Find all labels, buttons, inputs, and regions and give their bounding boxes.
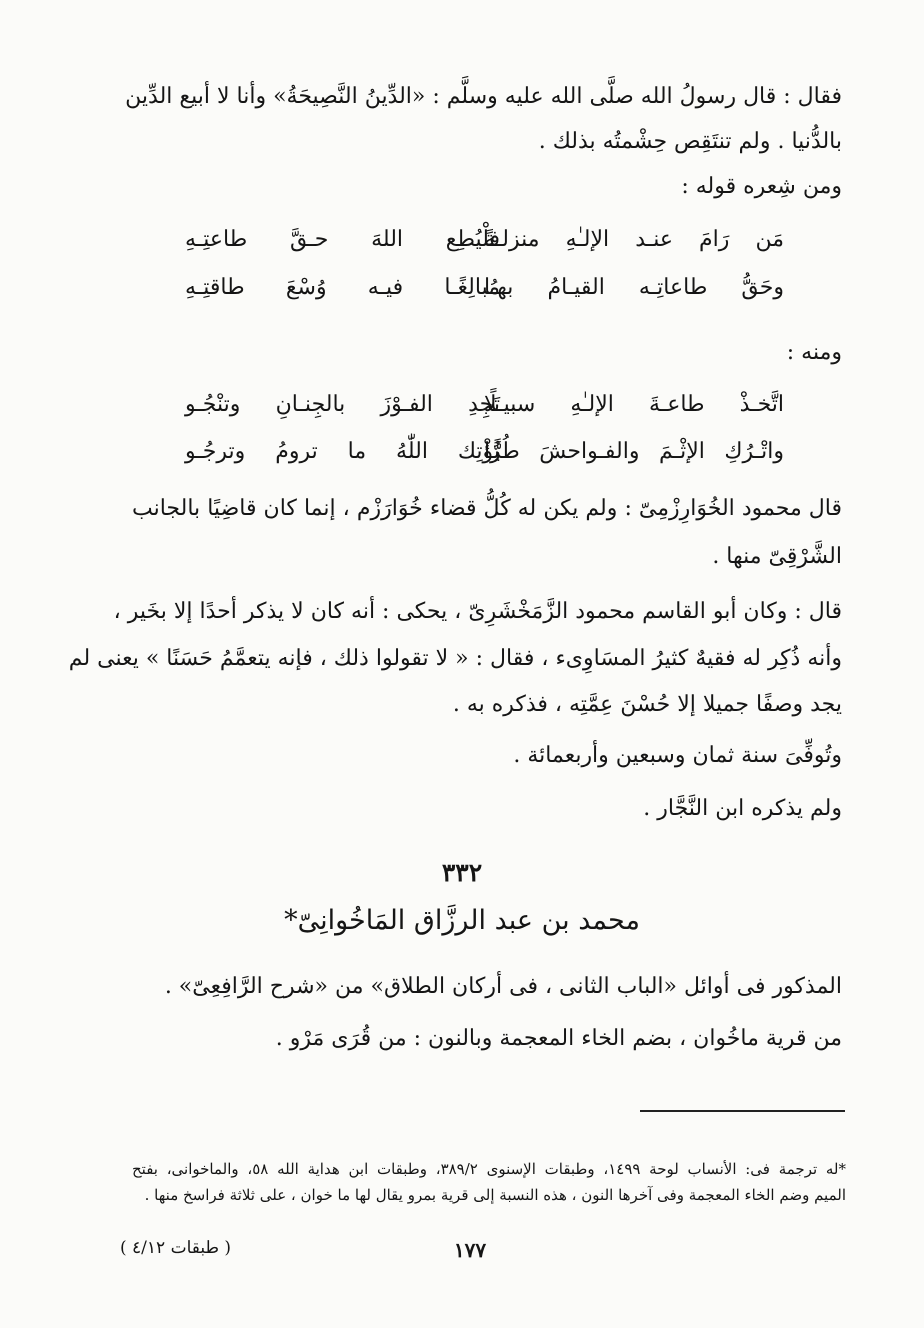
text-line: يجد وصفًا جميلا إلا حُسْنَ عِمَّتِه ، فذكره به . [452, 692, 842, 717]
poem-hemistich: واتْـرُكِ الإثْـمَ والفـواحشَ طُرًّا [484, 439, 784, 464]
footnote-line: الميم وضم الخاء المعجمة وفى آخرها النون ، هذه النسبة إلى قرية بمرو يقال لها ما خوان ، على ثلاثة فراسخ منها . [144, 1186, 846, 1204]
text-line: قال محمود الخُوَارِزْمِىّ : ولم يكن له كُلُّ قضاء خُوَارَزْم ، إنما كان قاضِيًا بالجانب [132, 496, 842, 521]
text-line: الشَّرْقِىّ منها . [712, 544, 842, 569]
volume-reference: ( طبقات ٤/١٢ ) [120, 1238, 232, 1258]
text-line: المذكور فى أوائل «الباب الثانى ، فى أركان الطلاق» من «شرح الرَّافِعِىّ» . [164, 974, 842, 999]
text-line: فقال : قال رسولُ الله صلَّى الله عليه وسلَّم : «الدِّينُ النَّصِيحَةُ» وأنا لا أبيع الدِّين [125, 84, 842, 109]
poem-hemistich: وحَقُّ طاعاتِـه القيـامُ بهـا [484, 275, 784, 300]
footnote-divider [640, 1110, 845, 1112]
entry-title: محمد بن عبد الرزَّاق المَاخُوانِىّ* [284, 905, 640, 936]
poem-hemistich: اتَّخـذْ طاعـةَ الإلـٰهِ سبيـلًا [484, 392, 784, 417]
text-line: بالدُّنيا . ولم تنتَقِص حِشْمتُه بذلك . [538, 129, 842, 154]
text-line: وتُوفِّىَ سنة ثمان وسبعين وأربعمائة . [513, 743, 842, 768]
poem-hemistich: فلْيُطِع اللهَ حـقَّ طاعتِـهِ [185, 227, 500, 252]
text-line: ومنه : [786, 340, 842, 365]
text-line: من قرية ماخُوان ، بضم الخاء المعجمة وبالنون : من قُرَى مَرْو . [275, 1026, 842, 1051]
poem-hemistich: مُبالِغًـا فيـه وُسْعَ طاقتِـهِ [185, 275, 500, 300]
entry-number: ٣٣٢ [441, 858, 483, 887]
poem-hemistich: يُؤْتِك اللّٰهُ ما ترومُ وترجُـو [185, 439, 500, 464]
poem-hemistich: تَجِدِ الفـوْزَ بالجِنـانِ وتنْجُـو [185, 392, 500, 417]
footnote-line: *له ترجمة فى: الأنساب لوحة ١٤٩٩، وطبقات الإسنوى ٣٨٩/٢، وطبقات ابن هداية الله ٥٨، والماخوانى، بفتح [132, 1160, 847, 1178]
text-line: وأنه ذُكِر له فقيهٌ كثيرُ المسَاوِىء ، فقال : « لا تقولوا ذلك ، فإنه يتعمَّمُ حَسَنًا » يعنى لم [68, 646, 842, 671]
text-line: قال : وكان أبو القاسم محمود الزَّمَخْشَرِىّ ، يحكى : أنه كان لا يذكر أحدًا إلا بخَير ، [113, 599, 842, 624]
text-line: ومن شِعره قوله : [681, 174, 842, 199]
text-line: ولم يذكره ابن النَّجَّار . [643, 796, 842, 821]
page-number: ١٧٧ [453, 1238, 487, 1262]
poem-hemistich: مَن رَامَ عنـد الإلـٰهِ منزلـةً [484, 227, 784, 252]
